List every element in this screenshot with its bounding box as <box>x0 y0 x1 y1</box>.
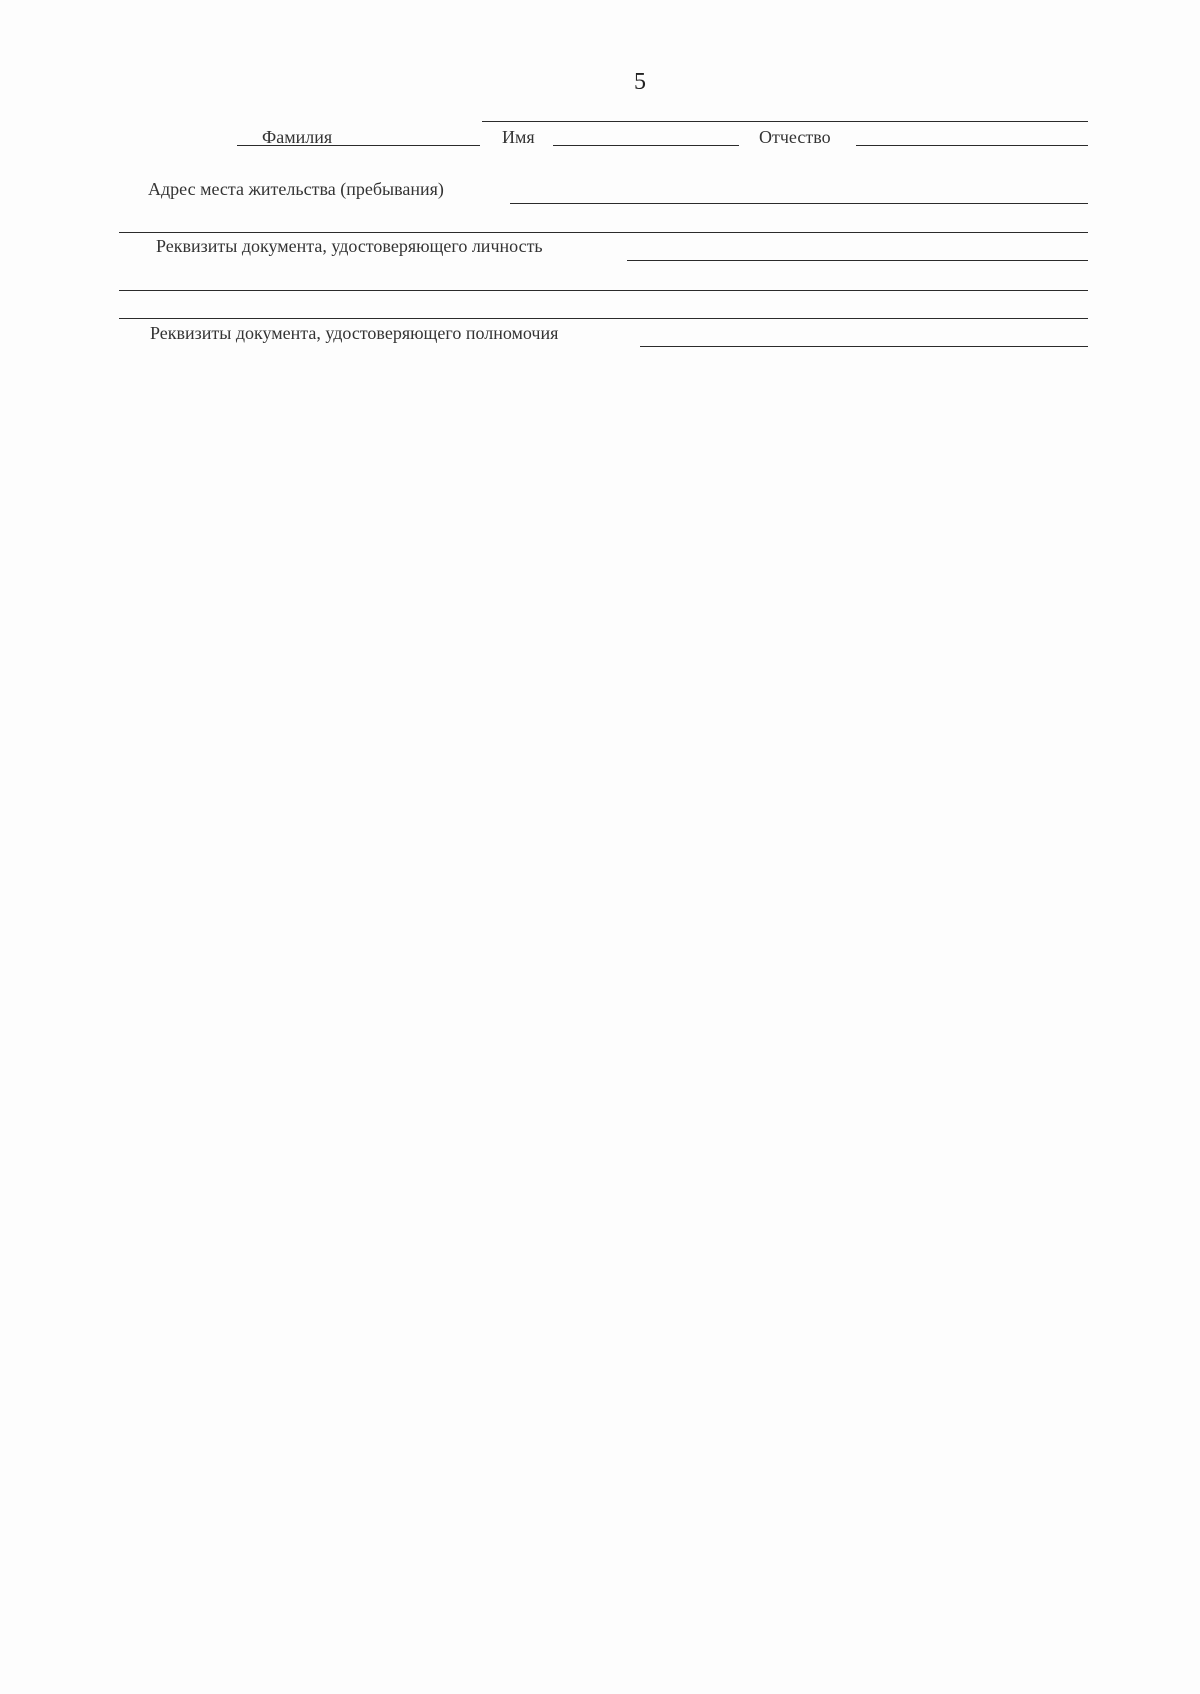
address-input-line[interactable] <box>510 203 1088 204</box>
first-name-input-line[interactable] <box>553 145 739 146</box>
authority-document-input-line[interactable] <box>640 346 1088 347</box>
upper-line-middle <box>552 121 738 122</box>
identity-document-line-3[interactable] <box>119 318 1088 319</box>
surname-input-line[interactable] <box>237 145 480 146</box>
address-label: Адрес места жительства (пребывания) <box>148 179 444 199</box>
patronymic-label: Отчество <box>759 127 831 147</box>
upper-line-name <box>482 121 552 122</box>
page-number: 5 <box>634 69 646 95</box>
address-continuation-line[interactable] <box>119 232 1088 233</box>
identity-document-input-line[interactable] <box>627 260 1088 261</box>
patronymic-input-line[interactable] <box>856 145 1088 146</box>
authority-document-label: Реквизиты документа, удостоверяющего полномочия <box>150 323 559 343</box>
surname-label: Фамилия <box>262 127 333 147</box>
upper-line-right <box>858 121 1088 122</box>
identity-document-line-2[interactable] <box>119 290 1088 291</box>
identity-document-label: Реквизиты документа, удостоверяющего личность <box>156 236 543 256</box>
upper-line-patronymic <box>738 121 858 122</box>
first-name-label: Имя <box>502 127 535 147</box>
